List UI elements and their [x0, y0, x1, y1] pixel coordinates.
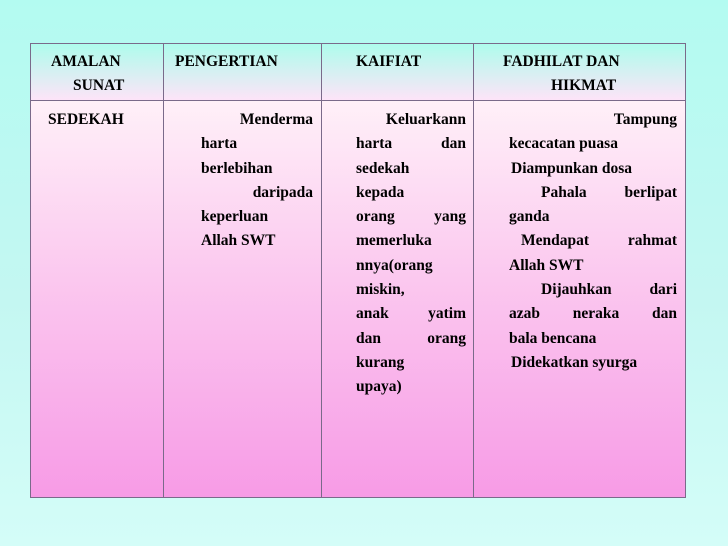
header-amalan-line2: SUNAT — [73, 77, 125, 94]
kaifiat-line: kepada — [356, 183, 405, 201]
fadhilat-line: ganda — [509, 208, 550, 226]
pengertian-line: Menderma — [239, 111, 313, 128]
cell-pengertian — [201, 108, 313, 254]
column-divider — [473, 44, 474, 497]
cell-fadhilat — [509, 108, 677, 375]
kaifiat-line: kurang — [356, 353, 405, 371]
column-divider — [163, 44, 164, 497]
fadhilat-line: Didekatkan syurga — [511, 353, 638, 371]
kaifiat-line: upaya) — [356, 378, 402, 396]
kaifiat-line: memerluka — [356, 232, 432, 250]
pengertian-line: keperluan — [201, 208, 269, 226]
slide-table — [30, 43, 686, 498]
header-kaifiat: KAIFIAT — [356, 53, 422, 70]
pengertian-line: daripada — [252, 183, 313, 201]
fadhilat-line: Dijauhkan dari — [541, 281, 677, 299]
kaifiat-line: dan orang — [356, 329, 466, 347]
kaifiat-line: harta dan — [356, 135, 466, 153]
header-amalan-line1: AMALAN — [51, 53, 121, 70]
kaifiat-line: Keluarkann — [385, 111, 466, 128]
column-divider — [321, 44, 322, 497]
kaifiat-line: sedekah — [356, 159, 410, 177]
fadhilat-line: Allah SWT — [509, 256, 584, 274]
fadhilat-line: Pahala berlipat — [541, 183, 677, 201]
cell-amalan: SEDEKAH — [48, 111, 124, 128]
kaifiat-line: orang yang — [356, 208, 466, 226]
cell-kaifiat — [356, 108, 466, 400]
pengertian-line: Allah SWT — [201, 232, 276, 250]
kaifiat-line: miskin, — [356, 281, 405, 299]
kaifiat-line: anak yatim — [356, 305, 466, 323]
pengertian-line: harta — [201, 135, 238, 153]
header-fadhilat-line1: FADHILAT DAN — [503, 53, 620, 70]
fadhilat-line: kecacatan puasa — [509, 135, 618, 153]
header-fadhilat-line2: HIKMAT — [551, 77, 617, 94]
fadhilat-line: Mendapat rahmat — [521, 232, 677, 250]
fadhilat-line: bala bencana — [509, 329, 597, 347]
header-pengertian: PENGERTIAN — [175, 53, 278, 70]
kaifiat-line: nnya(orang — [356, 256, 433, 274]
fadhilat-line: azab neraka dan — [509, 305, 677, 323]
pengertian-line: berlebihan — [201, 159, 273, 177]
fadhilat-line: Diampunkan dosa — [511, 159, 633, 177]
fadhilat-line: Tampung — [613, 111, 677, 128]
